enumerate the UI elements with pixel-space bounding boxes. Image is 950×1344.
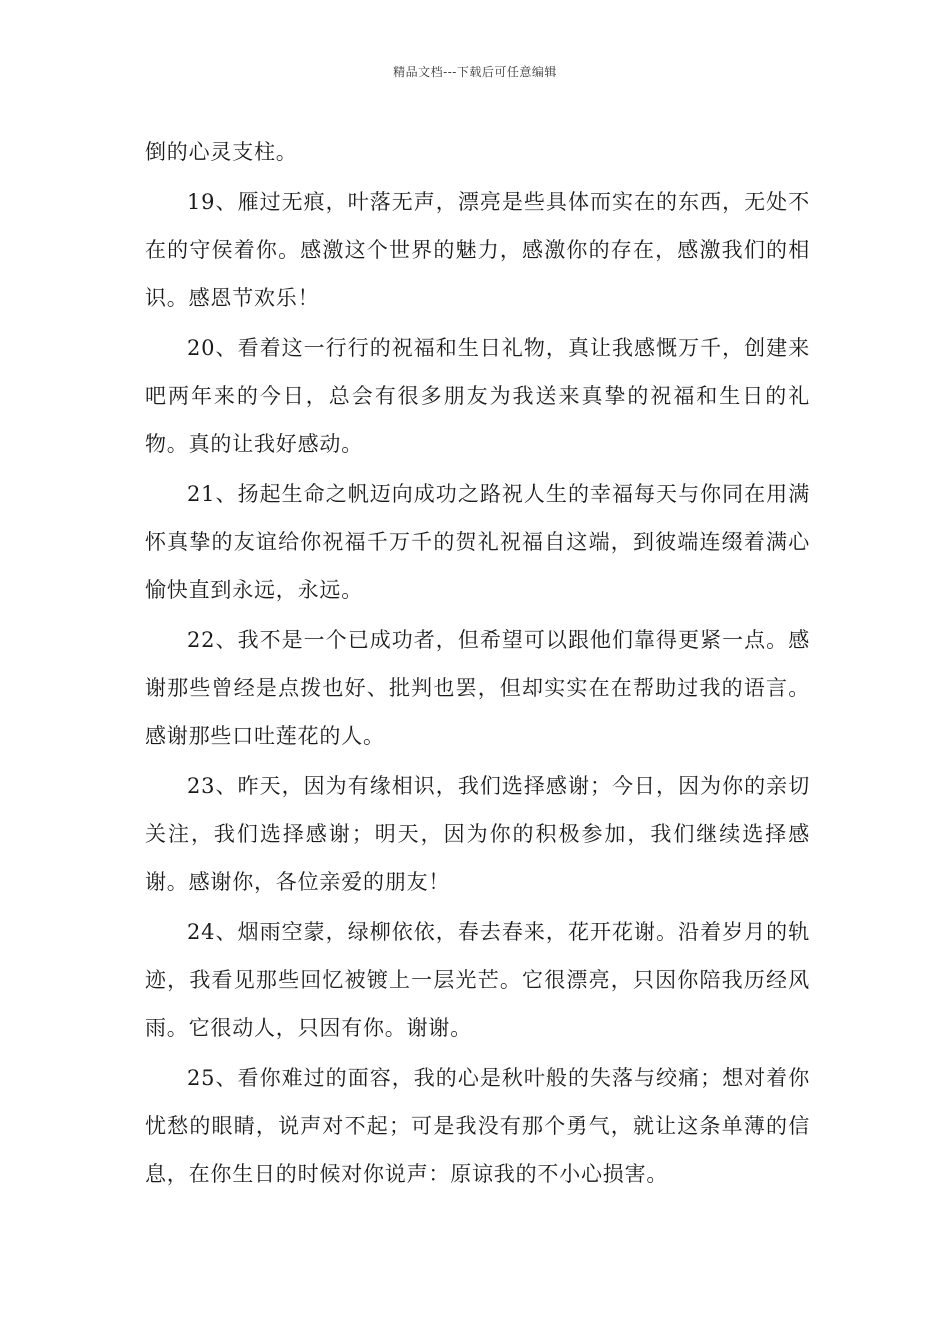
paragraph-19: 19、雁过无痕，叶落无声，漂亮是些具体而实在的东西，无处不在的守侯着你。感激这个世界的魅力，感激你的存在，感激我们的相识。感恩节欢乐！: [145, 190, 810, 310]
paragraph-21: 21、扬起生命之帆迈向成功之路祝人生的幸福每天与你同在用满怀真挚的友谊给你祝福千万千的贺礼祝福自这端，到彼端连缀着满心愉快直到永远，永远。: [145, 482, 810, 602]
page-header: 精品文档---下载后可任意编辑: [393, 65, 557, 79]
paragraph-23: 23、昨天，因为有缘相识，我们选择感谢；今日，因为你的亲切关注，我们选择感谢；明天，因为你的积极参加，我们继续选择感谢。感谢你，各位亲爱的朋友！: [145, 774, 810, 894]
paragraph-24: 24、烟雨空蒙，绿柳依依，春去春来，花开花谢。沿着岁月的轨迹，我看见那些回忆被镀上一层光芒。它很漂亮，只因你陪我历经风雨。它很动人，只因有你。谢谢。: [145, 920, 810, 1040]
paragraph-22: 22、我不是一个已成功者，但希望可以跟他们靠得更紧一点。感谢那些曾经是点拨也好、批判也罢，但却实实在在帮助过我的语言。感谢那些口吐莲花的人。: [145, 628, 810, 748]
paragraph-20: 20、看着这一行行的祝福和生日礼物，真让我感慨万千，创建来吧两年来的今日，总会有很多朋友为我送来真挚的祝福和生日的礼物。真的让我好感动。: [145, 336, 810, 456]
document-body: [145, 128, 810, 1200]
paragraph-25: 25、看你难过的面容，我的心是秋叶般的失落与绞痛；想对着你忧愁的眼睛，说声对不起；可是我没有那个勇气，就让这条单薄的信息，在你生日的时候对你说声：原谅我的不小心损害。: [145, 1066, 810, 1186]
paragraph-continuation: 倒的心灵支柱。: [145, 140, 298, 164]
